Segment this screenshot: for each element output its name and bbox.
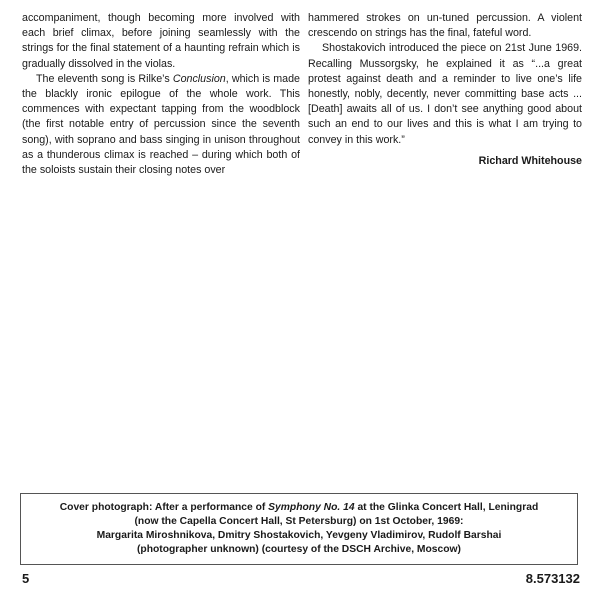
song-title-conclusion: Conclusion	[172, 72, 226, 85]
left-paragraph-1: accompaniment, though becoming more involved with each brief climax, before joining seamlessly with the strings for the final statement of a haunting refrain which is gradually dissolved in the violas.	[22, 12, 300, 70]
right-column	[308, 11, 582, 169]
caption-line-1	[21, 501, 577, 515]
symphony-title: Symphony No. 14	[268, 502, 355, 513]
caption-line-3: Margarita Miroshnikova, Dmitry Shostakovich, Yevgeny Vladimirov, Rudolf Barshai	[96, 530, 502, 541]
left-paragraph-2	[22, 72, 300, 178]
catalog-number: 8.573132	[525, 571, 580, 586]
caption-line-1-start: Cover photograph: After a performance of	[59, 502, 269, 513]
page-number: 5	[22, 571, 30, 586]
left-paragraph-2-start: The eleventh song is Rilke’s	[36, 72, 173, 85]
right-paragraph-2: Shostakovich introduced the piece on 21st June 1969. Recalling Mussorgsky, he explained it as “...a great protest against death and a reminder to live one’s life honestly, nobly, decently, never committing base acts ... [Death] awaits all of us. I don’t see anything good about such an end to our lives and this is what I am trying to convey in this work.”	[308, 42, 582, 146]
author-signature: Richard Whitehouse	[478, 154, 582, 167]
caption-line-2: (now the Capella Concert Hall, St Petersburg) on 1st October, 1969:	[134, 516, 464, 527]
right-paragraph-1: hammered strokes on un-tuned percussion. A violent crescendo on strings has the final, fateful word.	[308, 12, 582, 40]
caption-line-4: (photographer unknown) (courtesy of the DSCH Archive, Moscow)	[137, 544, 461, 555]
left-paragraph-2-end: , which is made the blackly ironic epilogue of the whole work. This commences with expectant tapping from the woodblock (the first notable entry of percussion since the seventh song), with soprano and bass singing in unison throughout as a thunderous climax is reached – during which both of the soloists sustain their closing notes over	[22, 72, 300, 177]
caption-line-1-end: at the Glinka Concert Hall, Leningrad	[354, 502, 539, 513]
left-column	[22, 11, 300, 178]
photo-caption-box	[20, 493, 578, 565]
